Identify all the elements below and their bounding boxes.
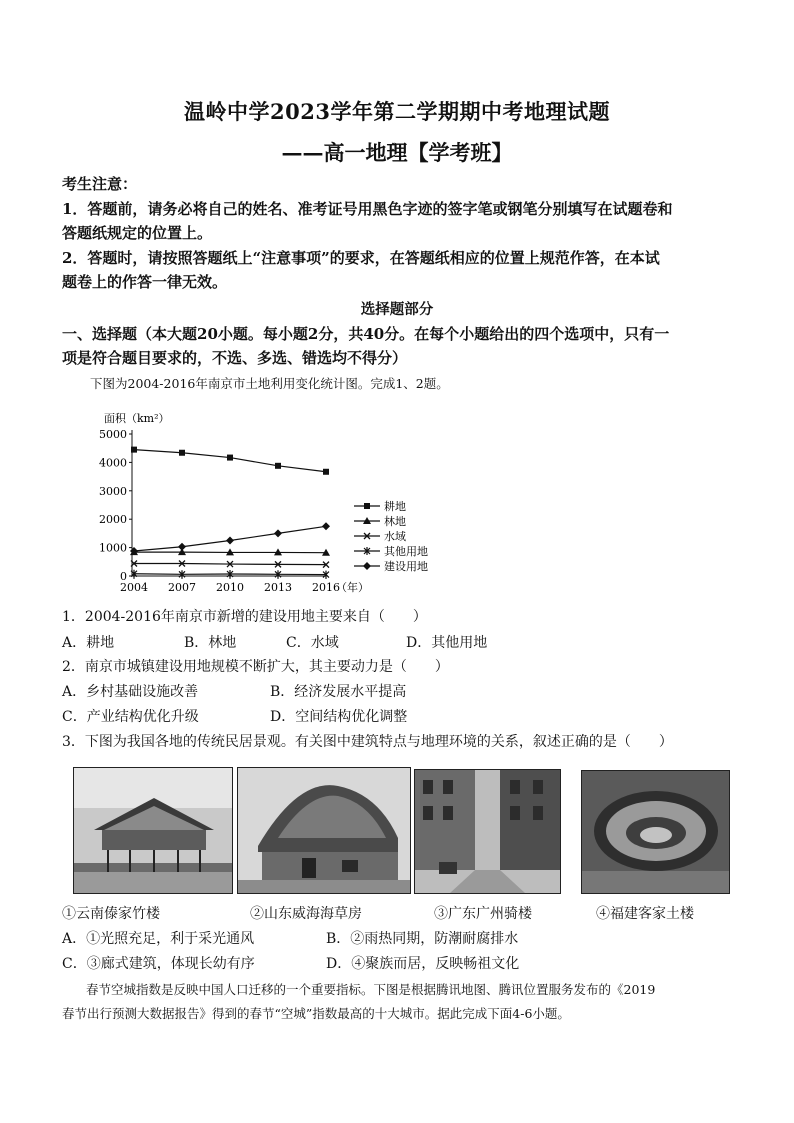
- q2-stem: 2．南京市城镇建设用地规模不断扩大，其主要动力是（ ）: [62, 659, 449, 675]
- photo-seaweed-house: [237, 767, 411, 894]
- q1-option-b[interactable]: B．林地: [184, 635, 237, 651]
- y-tick-label: 0: [120, 570, 127, 583]
- q3-option-a[interactable]: A．①光照充足，利于采光通风: [62, 931, 255, 947]
- q2-option-c[interactable]: C．产业结构优化升级: [62, 709, 199, 725]
- q2-option-b[interactable]: B．经济发展水平提高: [270, 684, 407, 700]
- y-tick-label: 2000: [99, 513, 127, 527]
- q1-option-c[interactable]: C．水域: [286, 635, 339, 651]
- legend-label: 其他用地: [384, 545, 428, 558]
- data-point: [227, 455, 233, 461]
- y-tick-label: 3000: [99, 484, 127, 498]
- caption-1: ①云南傣家竹楼: [62, 906, 160, 922]
- q3-stem: 3．下图为我国各地的传统民居景观。有关图中建筑特点与地理环境的关系，叙述正确的是（ ）: [62, 734, 673, 750]
- legend-label: 耕地: [384, 500, 406, 513]
- data-point: [322, 522, 330, 530]
- chart-legend: [354, 499, 428, 573]
- notice-heading: 考生注意：: [62, 175, 138, 193]
- exam-subtitle: ——高一地理【学考班】: [281, 140, 513, 165]
- legend-label: 建设用地: [384, 560, 428, 573]
- q1-option-d[interactable]: D．其他用地: [406, 635, 488, 651]
- data-point: [323, 469, 329, 475]
- land-use-chart: [90, 408, 450, 598]
- q3-option-d[interactable]: D．④聚族而居，反映畅祖文化: [326, 956, 520, 972]
- caption-3: ③广东广州骑楼: [434, 906, 532, 922]
- passage-line-1: 春节空城指数是反映中国人口迁移的一个重要指标。下图是根据腾讯地图、腾讯位置服务发布的《2019: [86, 982, 656, 997]
- q3-option-b[interactable]: B．②雨热同期，防潮耐腐排水: [326, 931, 519, 947]
- photo-hakka-tulou: [581, 770, 730, 894]
- q3-option-c[interactable]: C．③廊式建筑，体现长幼有序: [62, 956, 255, 972]
- x-tick-label: 2013: [264, 581, 292, 594]
- q2-option-d[interactable]: D．空间结构优化调整: [270, 709, 408, 725]
- x-tick-label: 2010: [216, 581, 244, 594]
- x-tick-label: 2004: [120, 581, 148, 594]
- data-point: [131, 447, 137, 453]
- y-tick-label: 4000: [99, 456, 127, 470]
- caption-2: ②山东威海海草房: [250, 906, 362, 922]
- exam-title: 温岭中学2023学年第二学期期中考地理试题: [184, 99, 610, 124]
- photo-arcade-building: [414, 769, 561, 894]
- data-point: [226, 537, 234, 545]
- q1-option-a[interactable]: A．耕地: [62, 635, 115, 651]
- x-tick-label: 2016: [312, 581, 340, 594]
- data-point: [178, 543, 186, 551]
- y-tick-label: 5000: [99, 428, 127, 441]
- notice-item-2-line-2: 题卷上的作答一律无效。: [62, 273, 228, 291]
- notice-item-1-line-1: 1．答题前，请务必将自己的姓名、准考证号用黑色字迹的签字笔或钢笔分别填写在试题卷和: [62, 200, 673, 218]
- caption-4: ④福建客家土楼: [596, 906, 694, 922]
- series-line: [134, 450, 326, 472]
- legend-label: 林地: [384, 515, 406, 528]
- chart-ylabel: 面积（km²）: [104, 412, 170, 425]
- chart-intro: 下图为2004-2016年南京市土地利用变化统计图。完成1、2题。: [90, 376, 449, 391]
- q1-stem: 1．2004-2016年南京市新增的建设用地主要来自（ ）: [62, 609, 427, 625]
- x-tick-label: 2007: [168, 581, 196, 594]
- chart-axes: [99, 428, 340, 594]
- data-point: [363, 562, 371, 570]
- part1-instructions-line-2: 项是符合题目要求的，不选、多选、错选均不得分）: [62, 349, 408, 367]
- data-point: [275, 463, 281, 469]
- photo-dai-bamboo-house: [73, 767, 233, 894]
- y-tick-label: 1000: [99, 541, 127, 555]
- part1-instructions-line-1: 一、选择题（本大题20小题。每小题2分，共40分。在每个小题给出的四个选项中，只有一: [62, 325, 670, 343]
- data-point: [364, 503, 370, 509]
- passage-line-2: 春节出行预测大数据报告》得到的春节“空城”指数最高的十大城市。据此完成下面4-6小题。: [62, 1006, 570, 1021]
- legend-label: 水域: [384, 530, 406, 543]
- data-point: [179, 450, 185, 456]
- notice-item-2-line-1: 2．答题时，请按照答题纸上“注意事项”的要求，在答题纸相应的位置上规范作答，在本试: [62, 249, 660, 267]
- section-title: 选择题部分: [360, 301, 434, 318]
- data-point: [274, 529, 282, 537]
- chart-series: [130, 447, 330, 579]
- chart-xlabel: （年）: [336, 581, 369, 594]
- notice-item-1-line-2: 答题纸规定的位置上。: [62, 224, 213, 242]
- q2-option-a[interactable]: A．乡村基础设施改善: [62, 684, 199, 700]
